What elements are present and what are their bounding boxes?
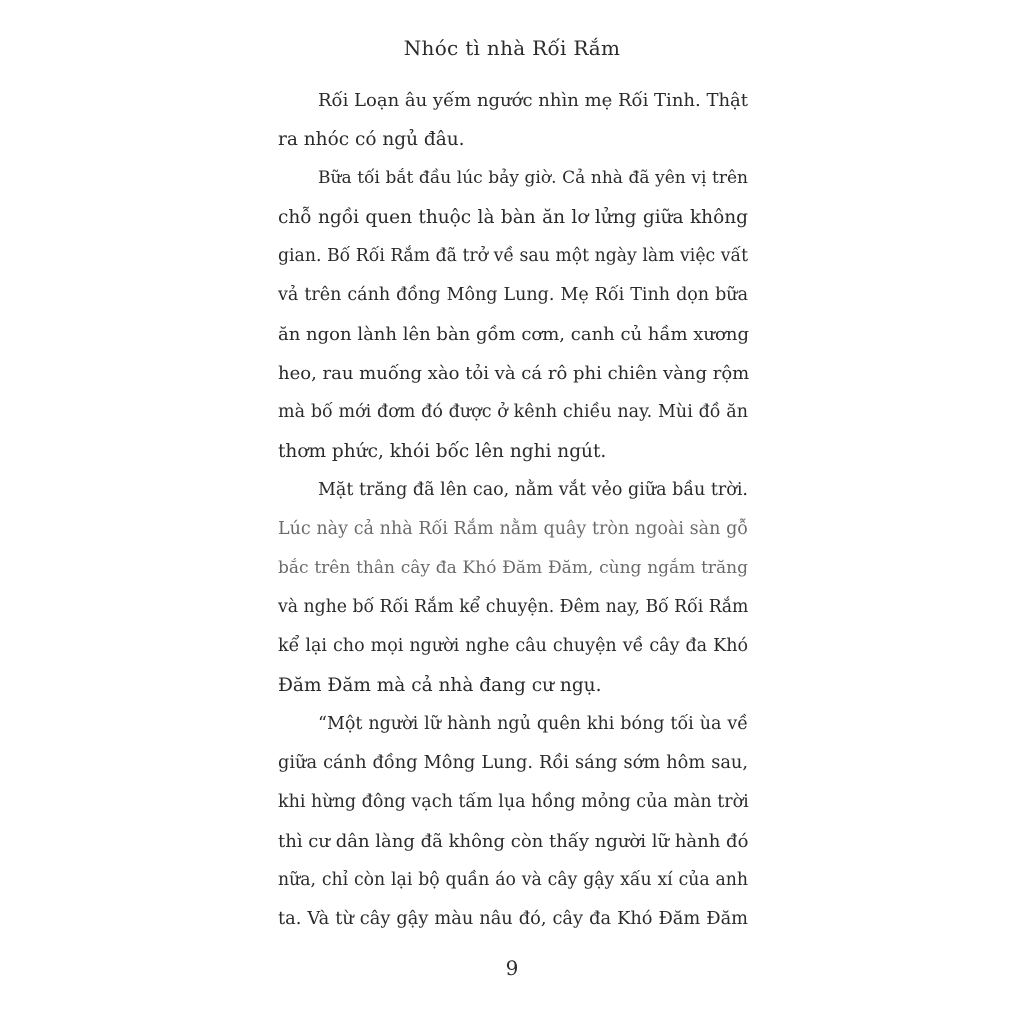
text-line: chỗ ngồi quen thuộc là bàn ăn lơ lửng giữa không: [278, 207, 748, 228]
text-line: Rối Loạn âu yếm ngước nhìn mẹ Rối Tinh. Thật: [318, 90, 749, 111]
text-line: heo, rau muống xào tỏi và cá rô phi chiên vàng rộm: [278, 363, 750, 384]
page-number: 9: [505, 956, 519, 980]
text-line: ra nhóc có ngủ đâu.: [278, 129, 465, 150]
text-line: ăn ngon lành lên bàn gồm cơm, canh củ hầm xương: [278, 324, 749, 345]
text-line: khi hừng đông vạch tấm lụa hồng mỏng của màn trời: [278, 792, 749, 812]
text-line: ta. Và từ cây gậy màu nâu đó, cây đa Khó Đăm Đăm: [278, 909, 748, 929]
text-line: mà bố mới đơm đó được ở kênh chiều nay. Mùi đồ ăn: [278, 402, 748, 422]
text-line: Đăm Đăm mà cả nhà đang cư ngụ.: [278, 675, 602, 696]
text-line: thơm phức, khói bốc lên nghi ngút.: [278, 441, 607, 462]
text-line: kể lại cho mọi người nghe câu chuyện về cây đa Khó: [278, 636, 748, 656]
text-line: nữa, chỉ còn lại bộ quần áo và cây gậy xấu xí của anh: [278, 870, 748, 890]
text-line: Lúc này cả nhà Rối Rắm nằm quây tròn ngoài sàn gỗ: [278, 519, 748, 539]
text-line: Bữa tối bắt đầu lúc bảy giờ. Cả nhà đã yên vị trên: [318, 168, 748, 188]
text-line: giữa cánh đồng Mông Lung. Rồi sáng sớm hôm sau,: [278, 753, 748, 773]
text-line: vả trên cánh đồng Mông Lung. Mẹ Rối Tinh dọn bữa: [278, 285, 748, 305]
text-line: “Một người lữ hành ngủ quên khi bóng tối ùa về: [318, 714, 748, 734]
text-line: thì cư dân làng đã không còn thấy người lữ hành đó: [278, 831, 749, 852]
text-line: gian. Bố Rối Rắm đã trở về sau một ngày làm việc vất: [278, 246, 748, 266]
text-line: bắc trên thân cây đa Khó Đăm Đăm, cùng ngắm trăng: [278, 558, 748, 578]
text-line: Mặt trăng đã lên cao, nằm vắt vẻo giữa bầu trời.: [318, 480, 748, 500]
running-header: Nhóc tì nhà Rối Rắm: [403, 36, 621, 60]
text-line: và nghe bố Rối Rắm kể chuyện. Đêm nay, Bố Rối Rắm: [278, 597, 749, 617]
